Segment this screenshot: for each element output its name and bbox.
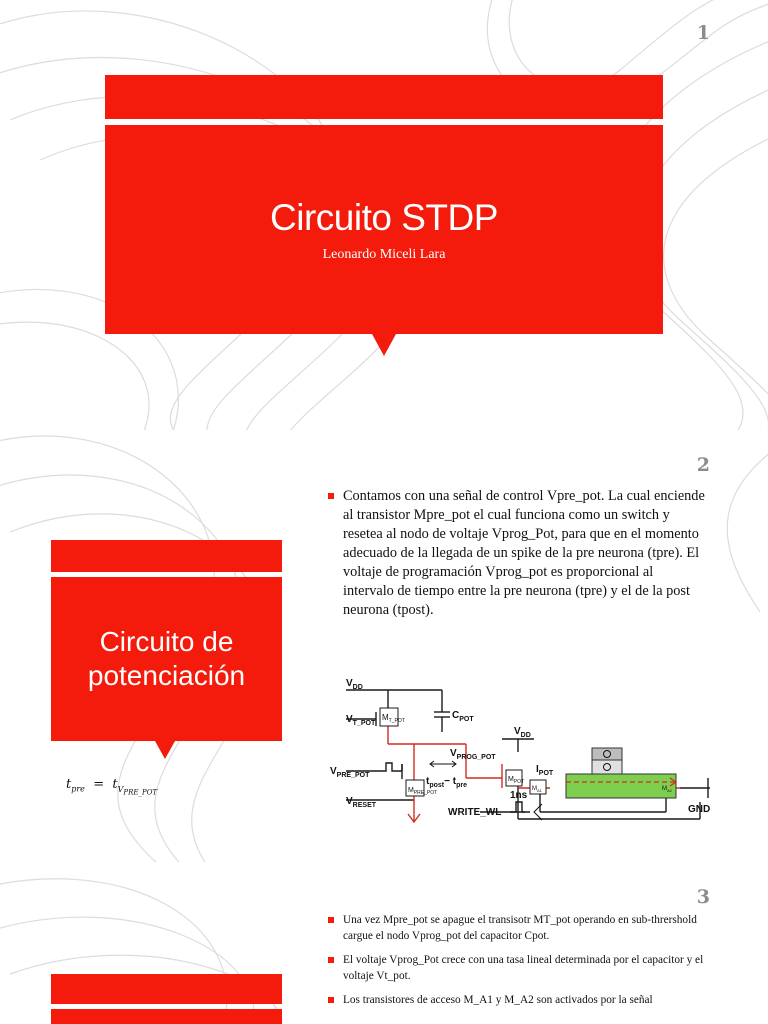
- slide-3[interactable]: [0, 864, 768, 1024]
- title-box-pointer: [155, 741, 175, 759]
- title-header-strip: [51, 974, 282, 1004]
- write-wl-label: WRITE_WL: [448, 807, 502, 818]
- formula-rhs-sub-sub: PRE_POT: [123, 788, 158, 797]
- vprog-pot-label: $V_{PROG\_POT}$: [450, 748, 496, 761]
- formula-lhs-sub: pre: [71, 784, 85, 794]
- slide-title-line-1: Circuito de: [99, 626, 234, 657]
- ipot-label: $I_{POT}$: [536, 764, 554, 777]
- ma2-label: $M_{A2}$: [662, 786, 672, 793]
- title-header-strip: [105, 75, 663, 119]
- mt-pot-label: $M_{T\_POT}$: [382, 713, 405, 724]
- vdd2-label: $V_{DD}$: [514, 726, 531, 739]
- vdd-label: $V_{DD}$: [346, 678, 363, 691]
- slide-subtitle: Leonardo Miceli Lara: [322, 247, 446, 262]
- vreset-label: $V_{RESET}$: [346, 796, 377, 809]
- slide-2[interactable]: [0, 432, 768, 862]
- slide-number: 3: [696, 886, 710, 908]
- vpre-pot-label: $V_{PRE\_POT}$: [330, 766, 370, 779]
- gnd-label: GND: [688, 804, 711, 815]
- bullet-item: Una vez Mpre_pot se apague el transisotr MT_pot operando en sub-thrershold cargue el nodo Vprog_pot del capacitor Cpot.: [328, 912, 706, 944]
- formula-rhs-sub: V: [117, 784, 124, 794]
- pulse-width-label: 1ns: [510, 790, 528, 801]
- bullet-list: [328, 912, 706, 1016]
- slide-number: 2: [696, 454, 710, 476]
- tpost-tpre-label: $t_{post}- t_{pre}$: [426, 776, 467, 789]
- ma1-label: $M_{A1}$: [532, 786, 542, 793]
- slide-1[interactable]: [0, 0, 768, 430]
- mpre-pot-label: $M_{PRE\_POT}$: [408, 787, 438, 796]
- vt-pot-label: $V_{T\_POT}$: [346, 714, 376, 727]
- slide-title: [51, 625, 282, 693]
- bullet-item: El voltaje Vprog_Pot crece con una tasa lineal determinada por el capacitor y el voltaje Vt_pot.: [328, 952, 706, 984]
- tpre-formula: $t_{pre} = t_{V_{PRE\_POT}}$: [66, 777, 158, 797]
- slide-title: Circuito STDP: [270, 197, 498, 238]
- title-header-strip: [51, 540, 282, 572]
- title-box: [105, 125, 663, 334]
- formula-rhs: t: [112, 777, 118, 792]
- slide-title-line-2: potenciación: [87, 660, 246, 691]
- title-box-pointer: [372, 334, 396, 356]
- mpot-label: $M_{POT}$: [508, 776, 525, 785]
- bullet-item: Los transistores de acceso M_A1 y M_A2 son activados por la señal: [328, 992, 706, 1008]
- title-box: [51, 577, 282, 741]
- formula-lhs: t: [66, 777, 72, 792]
- slide-number: 1: [696, 22, 710, 44]
- title-box: [51, 1009, 282, 1024]
- potentiation-circuit-diagram: [330, 664, 715, 826]
- bullet-list: [328, 487, 706, 620]
- bullet-item: Contamos con una señal de control Vpre_pot. La cual enciende al transistor Mpre_pot el cual funciona como un switch y resetea al nodo de voltaje Vprog_Pot, para que en el momento adecuado de la llegada de un spike de la pre neurona (tpre). El voltaje de programación Vprog_pot es proporcional al intervalo de tiempo entre la pre neurona (tpre) y el de la post neurona (tpost).: [328, 487, 706, 620]
- cpot-label: $C_{POT}$: [452, 710, 474, 723]
